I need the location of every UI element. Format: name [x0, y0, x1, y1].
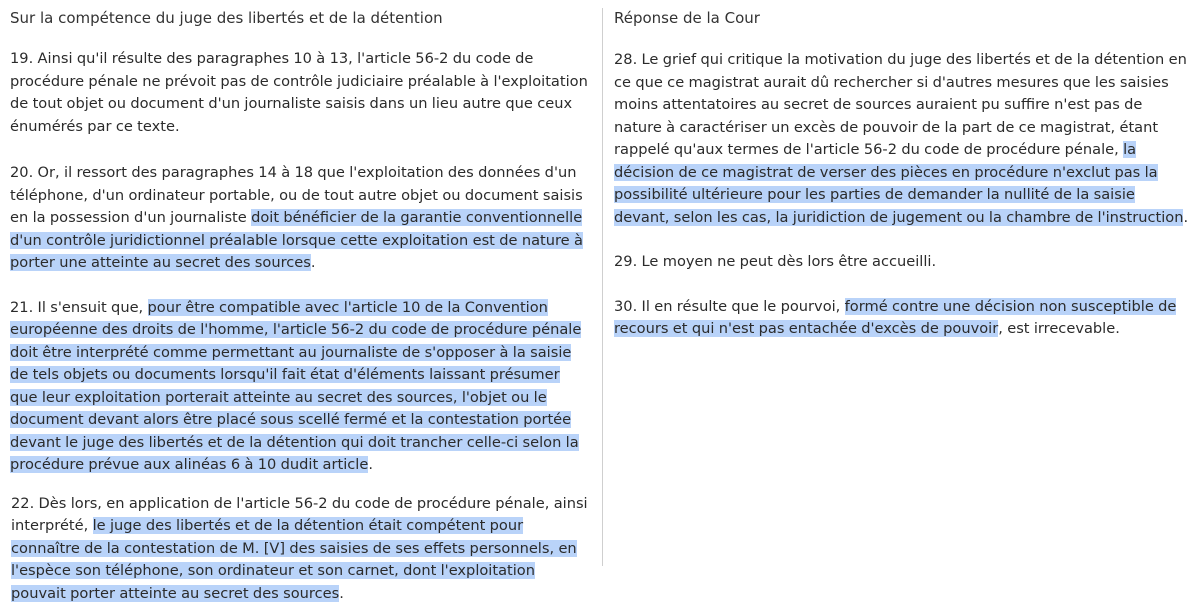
- paragraph-22-end: .: [339, 585, 344, 602]
- paragraph-28-highlight: la décision de ce magistrat de verser des pièces en procédure n'exclut pas la possibilité ultérieure pour les parties de demander la nullité de la saisie devant, selon les cas, la juridiction de jugement ou la chambre de l'instruction: [614, 141, 1183, 226]
- paragraph-20: [10, 162, 590, 275]
- paragraph-30: [614, 296, 1194, 341]
- paragraph-22-text: 22. Dès lors, en application de l'article 56-2 du code de procédure pénale, ainsi interprété,: [11, 495, 588, 535]
- paragraph-29-text: 29. Le moyen ne peut dès lors être accueilli.: [614, 253, 936, 270]
- right-column: [614, 0, 1194, 341]
- paragraph-20-highlight: doit bénéficier de la garantie conventionnelle d'un contrôle juridictionnel préalable lorsque cette exploitation est de nature à porter une atteinte au secret des sources: [10, 209, 583, 271]
- paragraph-21-highlight: pour être compatible avec l'article 10 de la Convention européenne des droits de l'homme, l'article 56-2 du code de procédure pénale doit être interprété comme permettant au journaliste de s'opposer à la saisie de tels objets ou documents lorsqu'il fait état d'éléments laissant présumer que leur exploitation porterait atteinte au secret des sources, l'objet ou le document devant alors être placé sous scellé fermé et la contestation portée devant le juge des libertés et de la détention qui doit trancher celle-ci selon la procédure prévue aux alinéas 6 à 10 dudit article: [10, 299, 581, 474]
- paragraph-21-text: 21. Il s'ensuit que,: [10, 299, 148, 316]
- paragraph-30-end: , est irrecevable.: [998, 320, 1120, 337]
- paragraph-22-highlight: le juge des libertés et de la détention était compétent pour connaître de la contestation de M. [V] des saisies de ses effets personnels, en l'espèce son téléphone, son ordinateur et son carnet, dont l'exploitation pouvait porter atteinte au secret des sources: [11, 517, 577, 602]
- paragraph-20-text: 20. Or, il ressort des paragraphes 14 à 18 que l'exploitation des données d'un téléphone, d'un ordinateur portable, ou de tout autre objet ou document saisis en la possession d'un journaliste: [10, 164, 583, 226]
- paragraph-21: [10, 297, 590, 477]
- section-heading-competence: Sur la compétence du juge des libertés et de la détention: [10, 7, 590, 29]
- paragraph-22: [10, 493, 590, 605]
- paragraph-28: [614, 49, 1194, 229]
- paragraph-28-end: .: [1183, 209, 1188, 226]
- paragraph-30-highlight: formé contre une décision non susceptible de recours et qui n'est pas entachée d'excès de pouvoir: [614, 298, 1176, 338]
- column-divider: [602, 8, 603, 566]
- section-heading-reponse: Réponse de la Cour: [614, 7, 1194, 29]
- paragraph-19-text: 19. Ainsi qu'il résulte des paragraphes 10 à 13, l'article 56-2 du code de procédure pénale ne prévoit pas de contrôle judiciaire préalable à l'exploitation de tout objet ou document d'un journaliste saisis dans un lieu autre que ceux énumérés par ce texte.: [10, 50, 588, 135]
- left-column: [10, 0, 590, 605]
- paragraph-19: [10, 48, 590, 138]
- paragraph-21-end: .: [368, 456, 373, 473]
- paragraph-30-text: 30. Il en résulte que le pourvoi,: [614, 298, 845, 315]
- paragraph-28-text: 28. Le grief qui critique la motivation du juge des libertés et de la détention en ce que ce magistrat aurait dû rechercher si d'autres mesures que les saisies moins attentatoires au secret de sources auraient pu suffire n'est pas de nature à caractériser un excès de pouvoir de la part de ce magistrat, étant rappelé qu'aux termes de l'article 56-2 du code de procédure pénale,: [614, 51, 1187, 158]
- paragraph-29: [614, 251, 1194, 274]
- paragraph-20-end: .: [311, 254, 316, 271]
